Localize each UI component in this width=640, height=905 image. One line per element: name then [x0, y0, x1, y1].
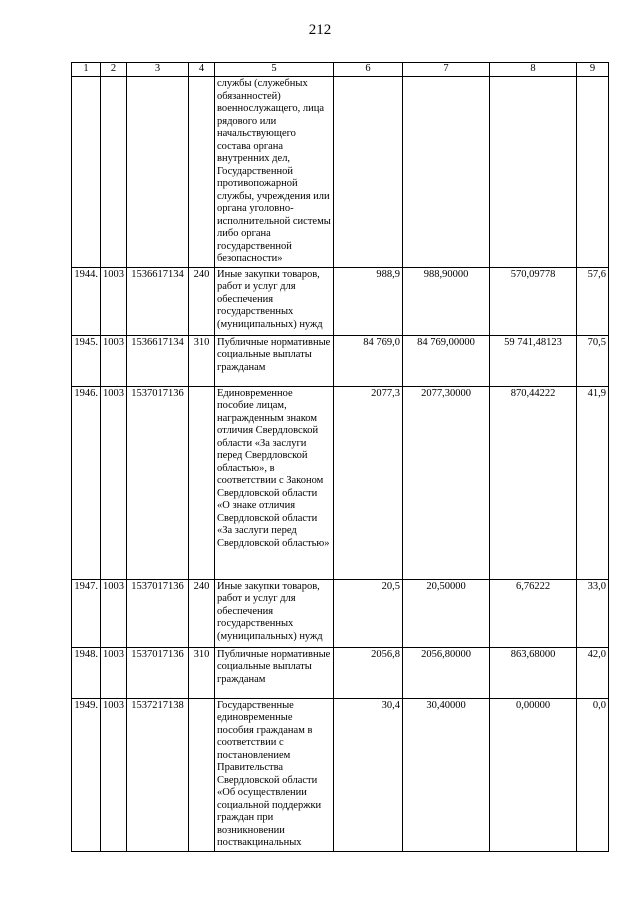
section-code-cell: 1003	[101, 267, 127, 335]
item-name-cell: Публичные нормативные социальные выплаты гражданам	[215, 335, 334, 386]
row-number-cell: 1946.	[72, 386, 101, 579]
header-cell: 5	[215, 63, 334, 77]
refined-amount-cell: 2077,30000	[403, 386, 490, 579]
target-code-cell: 1537217138	[127, 698, 189, 851]
item-name-cell: Иные закупки товаров, работ и услуг для обеспечения государственных (муниципальных) нужд	[215, 579, 334, 647]
percent-cell: 41,9	[577, 386, 609, 579]
header-cell: 6	[334, 63, 403, 77]
refined-amount-cell: 2056,80000	[403, 647, 490, 698]
header-cell: 8	[490, 63, 577, 77]
executed-amount-cell: 863,68000	[490, 647, 577, 698]
section-code-cell: 1003	[101, 579, 127, 647]
approved-amount-cell: 30,4	[334, 698, 403, 851]
header-cell: 1	[72, 63, 101, 77]
header-cell: 4	[189, 63, 215, 77]
section-code-cell: 1003	[101, 698, 127, 851]
table-row	[72, 698, 609, 851]
percent-cell	[577, 77, 609, 268]
header-row	[72, 63, 609, 77]
table-row	[72, 267, 609, 335]
executed-amount-cell: 6,76222	[490, 579, 577, 647]
header-cell: 9	[577, 63, 609, 77]
expense-type-cell	[189, 386, 215, 579]
target-code-cell	[127, 77, 189, 268]
percent-cell: 33,0	[577, 579, 609, 647]
executed-amount-cell: 570,09778	[490, 267, 577, 335]
refined-amount-cell: 30,40000	[403, 698, 490, 851]
section-code-cell: 1003	[101, 647, 127, 698]
page-number: 212	[308, 22, 332, 38]
target-code-cell: 1537017136	[127, 386, 189, 579]
header-cell: 2	[101, 63, 127, 77]
expense-type-cell: 240	[189, 579, 215, 647]
percent-cell: 57,6	[577, 267, 609, 335]
header-cell: 3	[127, 63, 189, 77]
item-name-cell: Единовременное пособие лицам, награжденным знаком отличия Свердловской области «За заслуги перед Свердловской областью», в соответствии с Законом Свердловской области «О знаке отличия Свердловской области «За заслуги перед Свердловской областью»	[215, 386, 334, 579]
refined-amount-cell: 20,50000	[403, 579, 490, 647]
section-code-cell: 1003	[101, 386, 127, 579]
table-row	[72, 335, 609, 386]
approved-amount-cell: 20,5	[334, 579, 403, 647]
refined-amount-cell	[403, 77, 490, 268]
target-code-cell: 1536617134	[127, 335, 189, 386]
approved-amount-cell	[334, 77, 403, 268]
row-number-cell: 1944.	[72, 267, 101, 335]
percent-cell: 0,0	[577, 698, 609, 851]
section-code-cell	[101, 77, 127, 268]
table-row	[72, 579, 609, 647]
expense-type-cell: 310	[189, 335, 215, 386]
approved-amount-cell: 2056,8	[334, 647, 403, 698]
table-row	[72, 386, 609, 579]
percent-cell: 42,0	[577, 647, 609, 698]
header-cell: 7	[403, 63, 490, 77]
target-code-cell: 1537017136	[127, 647, 189, 698]
table-row	[72, 647, 609, 698]
target-code-cell: 1536617134	[127, 267, 189, 335]
row-number-cell: 1947.	[72, 579, 101, 647]
row-number-cell: 1949.	[72, 698, 101, 851]
refined-amount-cell: 988,90000	[403, 267, 490, 335]
executed-amount-cell: 0,00000	[490, 698, 577, 851]
executed-amount-cell: 59 741,48123	[490, 335, 577, 386]
row-number-cell	[72, 77, 101, 268]
table-row	[72, 77, 609, 268]
executed-amount-cell	[490, 77, 577, 268]
target-code-cell: 1537017136	[127, 579, 189, 647]
expense-type-cell: 240	[189, 267, 215, 335]
item-name-cell: Публичные нормативные социальные выплаты гражданам	[215, 647, 334, 698]
expense-type-cell	[189, 77, 215, 268]
item-name-cell: службы (служебных обязанностей) военнослужащего, лица рядового или начальствующего состава органа внутренних дел, Государственной противопожарной службы, учреждения или органа уголовно-исполнительной системы либо органа государственной безопасности»	[215, 77, 334, 268]
refined-amount-cell: 84 769,00000	[403, 335, 490, 386]
approved-amount-cell: 84 769,0	[334, 335, 403, 386]
row-number-cell: 1945.	[72, 335, 101, 386]
approved-amount-cell: 2077,3	[334, 386, 403, 579]
executed-amount-cell: 870,44222	[490, 386, 577, 579]
percent-cell: 70,5	[577, 335, 609, 386]
item-name-cell: Иные закупки товаров, работ и услуг для обеспечения государственных (муниципальных) нужд	[215, 267, 334, 335]
approved-amount-cell: 988,9	[334, 267, 403, 335]
budget-table	[71, 62, 609, 852]
section-code-cell: 1003	[101, 335, 127, 386]
expense-type-cell	[189, 698, 215, 851]
item-name-cell: Государственные единовременные пособия гражданам в соответствии с постановлением Правительства Свердловской области «Об осуществлении социальной поддержки граждан при возникновении поствакцинальных	[215, 698, 334, 851]
row-number-cell: 1948.	[72, 647, 101, 698]
expense-type-cell: 310	[189, 647, 215, 698]
